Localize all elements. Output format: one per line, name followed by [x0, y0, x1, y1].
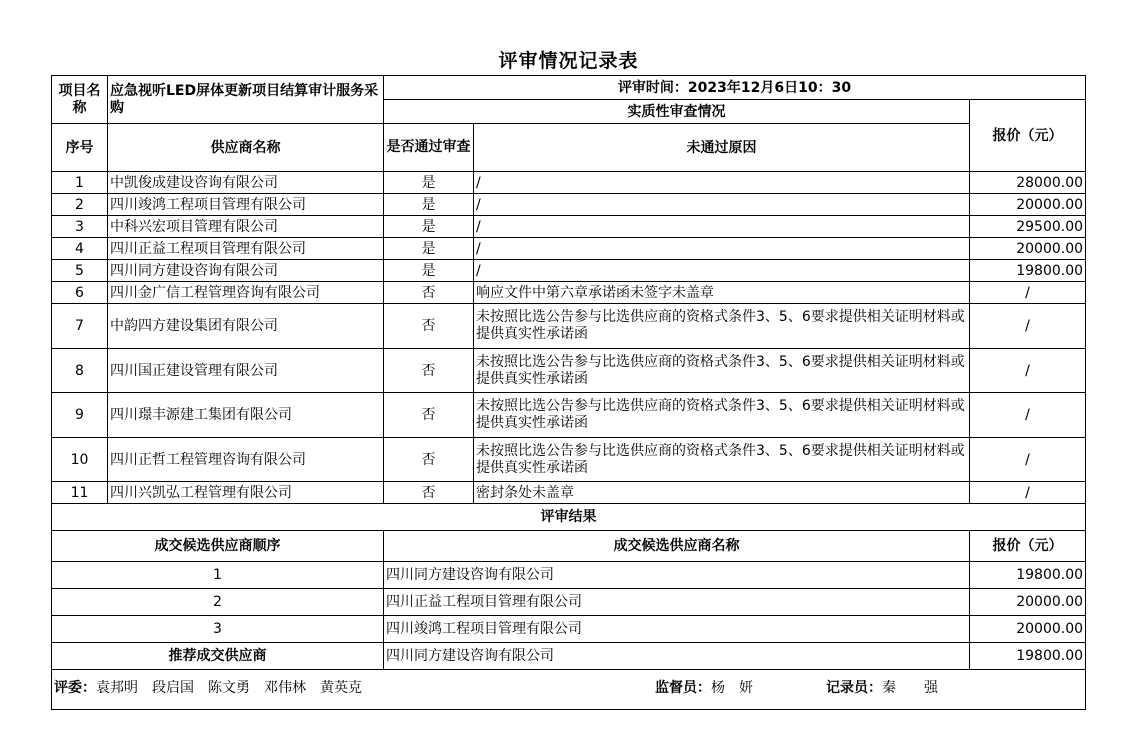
committee-signatures — [54, 679, 362, 697]
supplier-pass: 否 — [384, 282, 474, 304]
supplier-price: 28000.00 — [970, 172, 1086, 194]
supplier-price: / — [970, 438, 1086, 482]
supplier-row — [52, 238, 1086, 260]
result-row — [52, 589, 1086, 616]
supplier-no: 8 — [52, 349, 108, 393]
supplier-reason: 密封条处未盖章 — [474, 482, 970, 504]
project-label: 项目名称 — [52, 76, 108, 124]
result-order: 1 — [52, 562, 384, 589]
review-record-table — [51, 75, 1086, 710]
supplier-reason: 未按照比选公告参与比选供应商的资格式条件3、5、6要求提供相关证明材料或提供真实性承诺函 — [474, 349, 970, 393]
result-order: 3 — [52, 616, 384, 643]
review-time: 评审时间：2023年12月6日10：30 — [384, 76, 1086, 100]
substantive-review-header: 实质性审查情况 — [384, 100, 970, 124]
recorder-signature — [826, 679, 938, 697]
supplier-reason: 未按照比选公告参与比选供应商的资格式条件3、5、6要求提供相关证明材料或提供真实性承诺函 — [474, 393, 970, 438]
supplier-reason: / — [474, 216, 970, 238]
supplier-reason: / — [474, 238, 970, 260]
page-title: 评审情况记录表 — [498, 50, 639, 72]
supplier-pass: 是 — [384, 172, 474, 194]
results-col-price: 报价（元） — [970, 531, 1086, 562]
supplier-row — [52, 260, 1086, 282]
supplier-name: 四川璟丰源建工集团有限公司 — [108, 393, 384, 438]
results-section-title: 评审结果 — [52, 504, 1086, 531]
project-name: 应急视听LED屏体更新项目结算审计服务采购 — [108, 76, 384, 124]
supplier-reason: 未按照比选公告参与比选供应商的资格式条件3、5、6要求提供相关证明材料或提供真实性承诺函 — [474, 304, 970, 349]
supplier-no: 2 — [52, 194, 108, 216]
supplier-no: 4 — [52, 238, 108, 260]
recommended-price: 19800.00 — [970, 643, 1086, 670]
col-price-header: 报价（元） — [970, 100, 1086, 172]
result-name: 四川竣鸿工程项目管理有限公司 — [384, 616, 970, 643]
supplier-name: 四川兴凯弘工程管理有限公司 — [108, 482, 384, 504]
supplier-row — [52, 393, 1086, 438]
supplier-pass: 否 — [384, 482, 474, 504]
supplier-row — [52, 216, 1086, 238]
supplier-name: 四川金广信工程管理咨询有限公司 — [108, 282, 384, 304]
col-no-header: 序号 — [52, 124, 108, 172]
committee-members: 袁邦明 段启国 陈文勇 邓伟林 黄英克 — [96, 680, 362, 696]
committee-label: 评委： — [54, 680, 96, 696]
supplier-price: 19800.00 — [970, 260, 1086, 282]
supplier-name: 四川同方建设咨询有限公司 — [108, 260, 384, 282]
supplier-pass: 否 — [384, 438, 474, 482]
recorder-name: 秦 强 — [882, 680, 938, 696]
result-name: 四川正益工程项目管理有限公司 — [384, 589, 970, 616]
supplier-price: / — [970, 282, 1086, 304]
supplier-name: 四川正哲工程管理咨询有限公司 — [108, 438, 384, 482]
supplier-price: / — [970, 482, 1086, 504]
results-col-order: 成交候选供应商顺序 — [52, 531, 384, 562]
supplier-no: 6 — [52, 282, 108, 304]
supplier-name: 四川正益工程项目管理有限公司 — [108, 238, 384, 260]
recorder-label: 记录员： — [826, 680, 882, 696]
supplier-reason: / — [474, 260, 970, 282]
supplier-row — [52, 194, 1086, 216]
supplier-no: 10 — [52, 438, 108, 482]
result-order: 2 — [52, 589, 384, 616]
supplier-pass: 是 — [384, 260, 474, 282]
supplier-row — [52, 349, 1086, 393]
result-price: 20000.00 — [970, 589, 1086, 616]
supplier-pass: 是 — [384, 194, 474, 216]
supplier-price: / — [970, 304, 1086, 349]
supplier-name: 四川竣鸿工程项目管理有限公司 — [108, 194, 384, 216]
supplier-pass: 是 — [384, 216, 474, 238]
supplier-name: 中凯俊成建设咨询有限公司 — [108, 172, 384, 194]
supplier-pass: 是 — [384, 238, 474, 260]
supplier-reason: 未按照比选公告参与比选供应商的资格式条件3、5、6要求提供相关证明材料或提供真实性承诺函 — [474, 438, 970, 482]
result-row — [52, 562, 1086, 589]
signatures-row — [52, 670, 1086, 710]
supplier-row — [52, 304, 1086, 349]
results-col-name: 成交候选供应商名称 — [384, 531, 970, 562]
result-price: 20000.00 — [970, 616, 1086, 643]
supplier-name: 四川国正建设管理有限公司 — [108, 349, 384, 393]
supplier-reason: / — [474, 194, 970, 216]
supplier-pass: 否 — [384, 393, 474, 438]
supplier-price: / — [970, 393, 1086, 438]
supplier-price: 20000.00 — [970, 194, 1086, 216]
supplier-row — [52, 172, 1086, 194]
supplier-pass: 否 — [384, 304, 474, 349]
supplier-no: 7 — [52, 304, 108, 349]
supplier-no: 5 — [52, 260, 108, 282]
supplier-price: / — [970, 349, 1086, 393]
supplier-reason: / — [474, 172, 970, 194]
supplier-row — [52, 438, 1086, 482]
result-price: 19800.00 — [970, 562, 1086, 589]
supplier-reason: 响应文件中第六章承诺函未签字未盖章 — [474, 282, 970, 304]
supplier-pass: 否 — [384, 349, 474, 393]
col-supplier-header: 供应商名称 — [108, 124, 384, 172]
supervisor-signature — [655, 679, 753, 697]
col-reason-header: 未通过原因 — [474, 124, 970, 172]
supplier-name: 中韵四方建设集团有限公司 — [108, 304, 384, 349]
supplier-no: 1 — [52, 172, 108, 194]
supervisor-name: 杨 妍 — [711, 680, 753, 696]
supplier-row — [52, 282, 1086, 304]
col-pass-header: 是否通过审查 — [384, 124, 474, 172]
supplier-name: 中科兴宏项目管理有限公司 — [108, 216, 384, 238]
result-name: 四川同方建设咨询有限公司 — [384, 562, 970, 589]
supplier-price: 29500.00 — [970, 216, 1086, 238]
result-row — [52, 616, 1086, 643]
recommended-name: 四川同方建设咨询有限公司 — [384, 643, 970, 670]
supplier-no: 11 — [52, 482, 108, 504]
recommended-label: 推荐成交供应商 — [52, 643, 384, 670]
supplier-price: 20000.00 — [970, 238, 1086, 260]
supplier-row — [52, 482, 1086, 504]
supervisor-label: 监督员： — [655, 680, 711, 696]
supplier-no: 3 — [52, 216, 108, 238]
supplier-no: 9 — [52, 393, 108, 438]
